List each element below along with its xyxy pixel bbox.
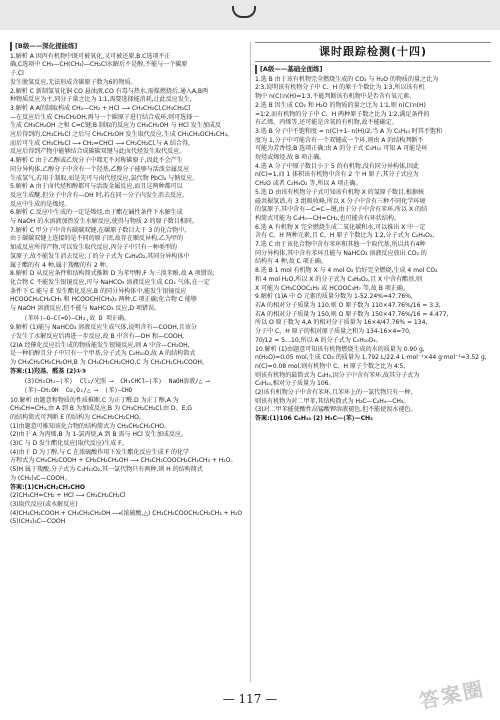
text-line: (4)由于 D 为丁醇,与 C 在浓硫酸作用下发生酯化反应生成 F 的化学 bbox=[10, 448, 190, 456]
text-line: (3)对二甲苯能使酸性高锰酸钾溶液褪色,但不能使溴水褪色。 bbox=[255, 406, 417, 414]
text-line: 5.解析 A 由于卤代烃和醇都可与活泼金属反应,而且这两种都可以 bbox=[10, 183, 183, 191]
text-line: (1)由题意可推知该化合物的结构简式为 CH₃CH₂CH₂CHO。 bbox=[10, 422, 170, 430]
q10-answer-title: 答案:(1)CH₃CH₂CH₂CHO bbox=[10, 483, 86, 491]
text-line: 反应中生成的是烯烃。 bbox=[10, 200, 71, 208]
text-line: 6.选 A 有机物 X 完全燃烧生成二氧化碳和水,可以推出 X 中一定 bbox=[255, 223, 426, 231]
text-line: 子.Cl bbox=[10, 70, 24, 78]
text-line: 磁共振氢谱,有 3 组吸收峰,所以 X 分子中含有三种不同化学环境 bbox=[255, 197, 426, 205]
text-line: n(C)=0.08 mol,则有机物中 C、H 原子个数之比为 4∶5, bbox=[255, 362, 406, 370]
text-line: X 可能为 CH₃COOC₂H₅ 或 HCOOC₃H₇ 等,故 B 项正确。 bbox=[255, 284, 409, 292]
text-line: (3)C 与 D 发生酯化反应(取代反应)生成 F。 bbox=[10, 440, 128, 448]
text-line: 生成氢气,若用于制取,而是先可与卤代烃反应,氯代物 PbCl₂ 与钠反应。 bbox=[10, 174, 199, 182]
text-line: CH₃CH=CH₂,由 A 到 B 为加成反应,B 为 CH₃CH₂CH₂Cl,由 D、E,G bbox=[10, 405, 192, 413]
page-number: — 117 — bbox=[222, 692, 278, 706]
text-line: 7.解析 C 甲分子中含有碳碳双键,在碳原子数目大于 3 的化合物中, bbox=[10, 226, 187, 234]
text-line: 为 (CH₃)₃C—COOH。 bbox=[10, 474, 71, 482]
page-top-strip bbox=[0, 0, 500, 30]
text-line: 分子中 C、H 原子的相对原子质量之和为 134-16×4=70, bbox=[255, 328, 411, 336]
text-line: 构简式可能为 C₆H₅—CH=CH₂,也可能含有环状结构。 bbox=[255, 214, 400, 222]
q10-final-answer: 答案:(1)106 C₈H₁₀ (2) H₃C—⟨苯⟩—CH₃ bbox=[255, 415, 373, 423]
answer-line: (2)CH₃CH=CH₂ + HCl ⟶ CH₃CH₂CH₂Cl bbox=[10, 492, 126, 500]
text-line: 10.解析 (1)由题意可知该有机物燃烧生成的水的质量为 0.90 g, bbox=[255, 345, 425, 353]
right-lines bbox=[255, 76, 491, 415]
text-line: 1.解析 A 因丙有机物中既可被氧化,又可被还原,B.C选项不正 bbox=[10, 52, 171, 60]
text-line: 加成反应所得产物,可以发生取代反应,丙分子中只有一种类型的 bbox=[10, 244, 177, 252]
text-line: 度为 1,分子中可能含有一个双键或一个环,则由 A 的结构判断不 bbox=[255, 136, 424, 144]
text-line: CH₂O 或者 C₂H₄O₂ 等,所以 A 项正确。 bbox=[255, 180, 362, 188]
text-line: 8.解析 D 从反应条件和结构简式推断 D 为苯甲醇,F 为三溴苯酚,故 A 项错误; bbox=[10, 270, 215, 278]
text-line: 5.选 D 由该有机物分子式可知该有机物 X 的氢原子数目,根据核 bbox=[255, 188, 424, 196]
text-line: 7.选 C 由于该化合物中含有苯环和其他一个取代基,所以共有4种 bbox=[255, 241, 426, 249]
q10-answer-lines bbox=[10, 492, 248, 527]
text-line: 同分异构体,其中含有苯环且能与 NaHCO₃ 溶液反应放出 CO₂ 的 bbox=[255, 249, 427, 257]
text-line: 含有 C、H 两种元素,且 C、H 原子个数比为 1∶2,分子式为 C₂H₄O₂, bbox=[255, 232, 435, 240]
text-line: (2)A 经催化反应后生成的物质能发生银镜反应,则 A 中含—CH₂OH, bbox=[10, 341, 190, 349]
text-line: —在反应后生成 CH₃CH₂OH,再与一个碳原子进行结合成环,则可选择一 bbox=[10, 113, 199, 121]
left-lines bbox=[10, 53, 248, 314]
section-tag-b: [B级——深化提能练] bbox=[10, 42, 77, 51]
text-line: 的结构简式可判断 E 的结构为 CH₃CH₂CH₂CHO。 bbox=[10, 413, 145, 421]
text-line: 生成 CH₃CH₂OH 之和 C=C键;B 制取的反应为 CH₃CH₂OH 与 HCl 发生加成反 bbox=[10, 122, 221, 130]
text-line: 则该有机物为对二甲苯,其结构简式为 H₃C—C₆H₄—CH₃。 bbox=[255, 397, 410, 405]
binding-notch-icon bbox=[232, 6, 256, 18]
text-line: 10.解析 由题意和物质的性质推断,C 为正丁醛,D 为正丁醇,A 为 bbox=[10, 396, 179, 404]
text-line: 的氢原子,其中含有—C=C—键,由于分子中含有苯环,所以 X 的结 bbox=[255, 206, 428, 214]
text-line: 4.解析 C 由于乙醇或乙烷分子中都无不对称碳原子,因此不会产生 bbox=[10, 157, 183, 165]
text-line: 反应后得到产物中能够结合成碳碳双键与此卤代烃发生取代反应。 bbox=[10, 148, 186, 156]
text-line: HCOOCH₂CH₂CH₃ 和 HCOOCH(CH₃)₂ 两种,C 项正确;化合物 C 能够 bbox=[10, 296, 197, 304]
left-column bbox=[10, 42, 248, 684]
text-line: 确,C选项中 CH₃—CH(CH₃)—CH₂Cl水解后不是醇,不能与一个碳原 bbox=[10, 61, 188, 69]
text-line: 6.解析 C 反应中生成的一定是烯烃,由于酯在碱性条件下水解生成 bbox=[10, 209, 183, 217]
text-line: (5)H 属于羧酸,分子式为 C₅H₁₀O₂,其一氯代物只有两种,则 H 的结构简式 bbox=[10, 466, 203, 474]
text-line: C₈H₁₀,相对分子质量为 106。 bbox=[255, 380, 335, 388]
text-line: 属于酯的有 4 种,属于羧酸的有 2 种。 bbox=[10, 261, 112, 269]
answer-line: (4)CH₃CH₂COOH + CH₃CH₂CH₂OH ⟶(浓硫酸,△) CH₃CH₂COOCH₂CH₂CH₃ + H₂O bbox=[10, 509, 243, 517]
text-line: 8.选 B 1 mol 有机物 X 与 4 mol O₂ 恰好完全燃烧,生成 4 mol CO₂ bbox=[255, 267, 438, 275]
text-line: 所以 O 原子数为 4,A 的相对分子质量为 16×4/47.76% ≈ 134, bbox=[255, 319, 428, 327]
text-line: 同分异构体,乙醇分子中含有一个羟基,乙醇分子能够与活泼金属反应 bbox=[10, 165, 190, 173]
text-line: 种物质反应为主,同分子量之比为 1∶1,需要选择能消耗,让此反应发生, bbox=[10, 96, 192, 104]
right-column bbox=[255, 42, 491, 684]
watermark-logo: 答案圈 bbox=[417, 676, 487, 714]
text-line: 有乙烯、丙烯等,还可能是含氧的有机物,故不能确定。 bbox=[255, 119, 398, 127]
text-line: 与 NaOH 溶液反应,但不能与 NaHCO₃ 反应,D 项错误。 bbox=[10, 305, 161, 313]
text-line: n(C)=1,而 1 体积该有机物中含有 2 个 H 原子,其分子式应为 bbox=[255, 171, 419, 179]
ester-formula: ⟨苯环⟩—O—C(=O)—CH₃,故 D 项正确。 bbox=[24, 314, 130, 322]
text-line: 2.解析 C 新制氢氧化铜 CO 悬浊液,CO 有毒与热水,需煤燃烧后,通入A,B两 bbox=[10, 87, 209, 95]
text-line: 子发生了水解反应后再进一步反应,故 B 中含有—OH 和—COOH, bbox=[10, 333, 185, 340]
text-line: 是一种伯醇且分子中只有一个甲基,分子式为 C₄H₁₀O,故 A 的结构简式 bbox=[10, 350, 196, 358]
column-divider bbox=[250, 42, 251, 682]
text-line: 4.选 A 分子中原子数目小于 5 的有机物,没有同分异构体,因此 bbox=[255, 162, 419, 170]
text-line: 2∶3,说明该有机物分子中 C、H 的原子个数比为 1∶3,所以该有机 bbox=[255, 84, 425, 92]
text-line: 若A 的相对分子质量为 150,则 O 原子数为 150×47.76%/16 ≈ 4.477, bbox=[255, 310, 449, 318]
text-line: 反应生成醚,但分子中含有—OH 时,若在同一分子内发生消去反应, bbox=[10, 191, 184, 199]
text-line: 应后得到的,CH₃CH₂Cl 之后与 CH₃CH₂OH 发生取代反应,生成 CH₃CH₂OCH₂CH₃, bbox=[10, 131, 229, 139]
text-line: 化合物 C 不能发生银镜反应,可与 NaHCO₃ 溶液反应生成 CO₂ 气体,在一定 bbox=[10, 278, 210, 286]
text-line: =1∶2,而有机物的分子中 C、H 两种原子数之比为 1∶2,满足条件的 bbox=[255, 110, 430, 118]
text-line: 70/12 = 5…10,所以 A 的分子式为 C₅H₁₀O₄。 bbox=[255, 336, 382, 344]
page-title: 课时跟踪检测(十四) bbox=[255, 42, 491, 62]
reaction-1: (3)CH₃CH₂—⟨苯⟩ Cl₂/光照 ⟶ CH₃CHCl—⟨苯⟩ NaOH溶液/△ ⟶ bbox=[24, 377, 210, 385]
text-line: 由于碳碳双键上连接的是不同的原子团,故存在顺反异构,乙为甲的 bbox=[10, 235, 183, 243]
text-line: 而后可生成 CH₃CH₂Cl ⟶ CH₂=CHCl ⟶ CH₂CH₂Cl,与 A 结合得, bbox=[10, 139, 190, 147]
text-line: 1.选 B 由于该有机物完全燃烧生成的 CO₂ 与 H₂O 的物质的量之比为 bbox=[255, 75, 439, 83]
text-line: 物中 n(C)∶n(H)=1∶3,不能判断该有机物中是否含有氧元素。 bbox=[255, 93, 416, 101]
q9-answer: 答案:(1)羟基、醛基 (2)①③ bbox=[10, 367, 87, 375]
text-line: (2)由于 A 为丙烯,B 为 1-氯丙烷,A 到 B 需与 HCl 发生加成反应。 bbox=[10, 431, 187, 439]
text-line: 可能为芳香烃,B 选项正确;由 A 的分子式 C₅H₁₀ 可知 A 可能是环 bbox=[255, 145, 428, 153]
text-line: n(H₂O)=0.05 mol,生成 CO₂ 的质量为 1.792 L/22.4 L·mol⁻¹×44 g·mol⁻¹=3.52 g, bbox=[255, 354, 487, 362]
answer-line: (3)取代反应(或水解反应) bbox=[10, 500, 78, 508]
text-line: 条件下 C 能与 E 发生酯化反应,B 的同分异构体中,能发生银镜反应 bbox=[10, 287, 187, 295]
text-line: 则该有机物的最简式为 C₄H₅,因分子中含有苯环,故其分子式为 bbox=[255, 371, 420, 379]
text-line: 方程式为 CH₃CH₂COOH + CH₃CH₂CH₂OH ⟶ CH₃CH₂COOCH₂CH₂CH₃ + H₂O。 bbox=[10, 457, 237, 465]
text-line: 发生脱氢反应,无法形成含碳原子数为6的物质。 bbox=[10, 78, 137, 86]
text-line: 3.解析 A A的制取构成 CH₂—CH₂ + HCl ⟶ CH₃CH₂Cl,CH₃CH₂Cl bbox=[10, 104, 190, 112]
text-line: 氢原子,故不能发生消去反应;丁的分子式为 C₄H₈O₂,其同分异构体中 bbox=[10, 252, 190, 260]
answer-line: (5)(CH₃)₃C—COOH bbox=[10, 518, 66, 526]
text-line: 结构有 4 种,故 C 项正确。 bbox=[255, 258, 327, 266]
text-line: 2.选 B 因生成 CO₂ 和 H₂O 的物质的量之比为 1∶1,则 n(C)∶n(H) bbox=[255, 101, 426, 109]
q9-explanation bbox=[10, 324, 248, 368]
text-line: 与 NaOH 的水溶液加热发生水解反应,使得与物质 2 的原子数目相同。 bbox=[10, 218, 198, 226]
text-line: 3.选 B 分子中不饱和度 = n(C)+1- n(H)/2,当 A 为 C₅H₁₀ 时其不饱和 bbox=[255, 127, 442, 135]
text-line: 为 CH₃CH₂CH₂CH₂OH,B 为 CH₃CH₂CH₂CHO,C 为 CH₃CH₂CH₂COOH。 bbox=[10, 359, 209, 367]
section-tag-a: [A级——基础全面练] bbox=[255, 65, 322, 74]
text-line: 和 4 mol H₂O,所以 X 的分子式为 C₄H₈O₂,且 X 中含有酯基,则 bbox=[255, 275, 423, 283]
text-line: 9.解析 (1)A 中 O 元素的质量分数为 1-52.24%=47.76%, bbox=[255, 293, 413, 301]
text-line: (2)该有机物分子中含有苯环,且苯环上的一氯代物只有一种, bbox=[255, 389, 413, 397]
text-line: 烷烃或烯烃,故 B 项正确。 bbox=[255, 154, 326, 162]
reaction-2: ⟨苯⟩—CH₂OH Cu,O₂/△ ⟶ ⟨苯⟩—CHO bbox=[24, 387, 133, 395]
text-line: 若A 的相对分子质量为 110,则 O 原子数为 110×47.76%/16 ≈ 3.3, bbox=[255, 301, 441, 309]
text-line: 9.解析 (1)能与 NaHCO₃ 溶液反应生成气体,说明含有—COOH,且该分 bbox=[10, 324, 197, 332]
q10-explanation bbox=[10, 397, 248, 484]
